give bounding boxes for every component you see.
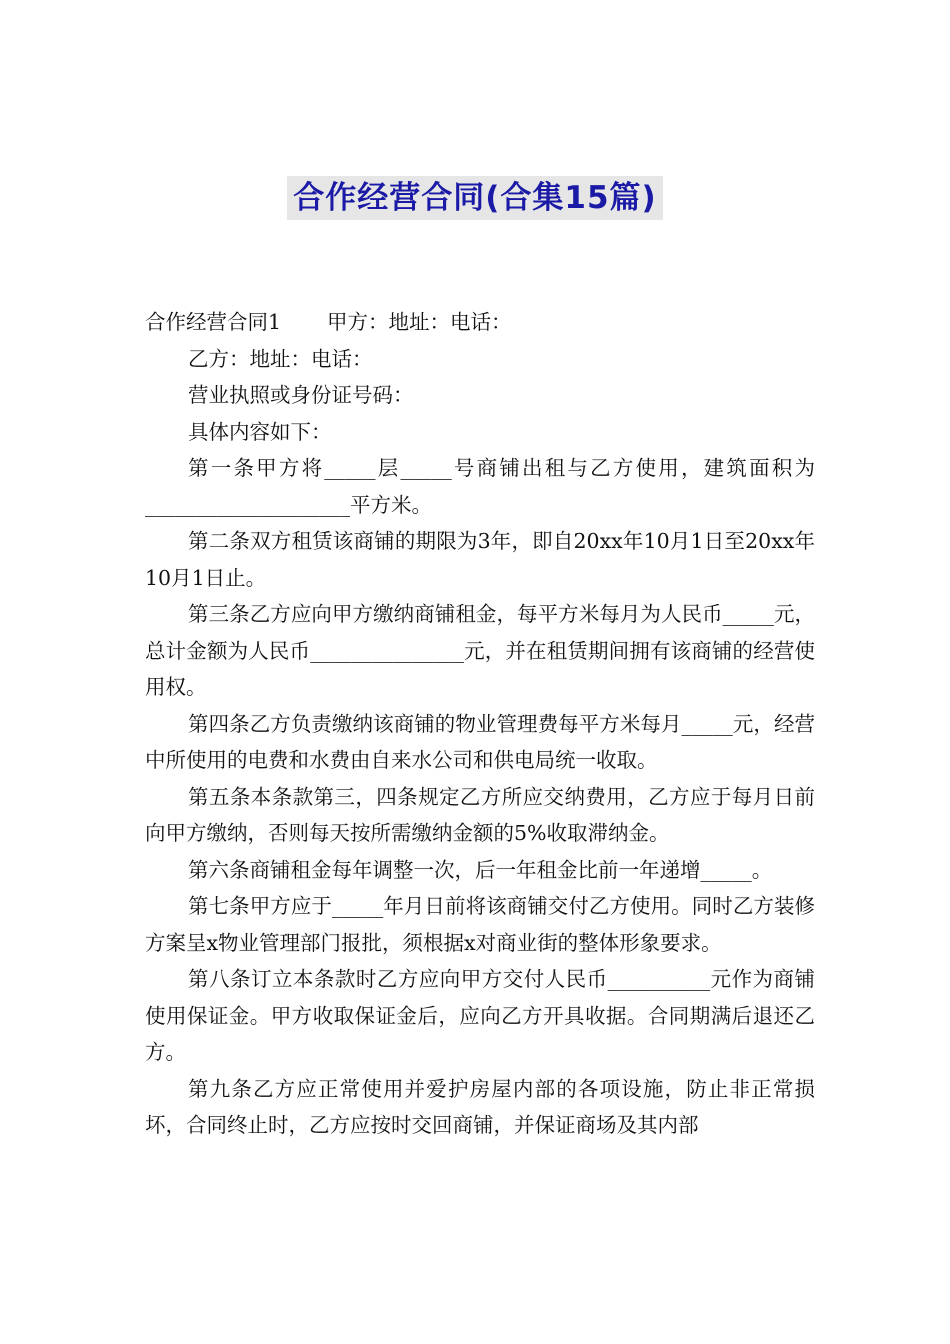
paragraph: 第四条乙方负责缴纳该商铺的物业管理费每平方米每月_____元，经营中所使用的电费和水费由自来水公司和供电局统一收取。 — [145, 711, 815, 772]
party-a-line: 甲方：地址：电话： — [327, 310, 512, 334]
paragraph: 第一条甲方将_____层_____号商铺出租与乙方使用，建筑面积为____________________平方米。 — [145, 456, 815, 517]
document-title: 合作经营合同(合集15篇) — [287, 176, 662, 220]
paragraph: 第六条商铺租金每年调整一次，后一年租金比前一年递增_____。 — [188, 857, 773, 882]
paragraph: 第二条双方租赁该商铺的期限为3年，即自20xx年10月1日至20xx年10月1日止。 — [145, 529, 815, 590]
document-body — [145, 304, 815, 1144]
first-line — [145, 304, 815, 341]
paragraph: 第九条乙方应正常使用并爱护房屋内部的各项设施，防止非正常损坏，合同终止时，乙方应按时交回商铺，并保证商场及其内部 — [145, 1076, 815, 1137]
paragraph: 乙方：地址：电话： — [188, 346, 373, 371]
paragraph: 第七条甲方应于_____年月日前将该商铺交付乙方使用。同时乙方装修方案呈x物业管理部门报批，须根据x对商业街的整体形象要求。 — [145, 894, 815, 955]
paragraph: 第八条订立本条款时乙方应向甲方交付人民币__________元作为商铺使用保证金。甲方收取保证金后，应向乙方开具收据。合同期满后退还乙方。 — [145, 967, 815, 1064]
title-container — [0, 176, 950, 220]
paragraph: 第三条乙方应向甲方缴纳商铺租金，每平方米每月为人民币_____元，总计金额为人民币_______________元，并在租赁期间拥有该商铺的经营使用权。 — [145, 602, 815, 699]
heading-label: 合作经营合同1 — [145, 310, 282, 334]
paragraph: 营业执照或身份证号码： — [188, 383, 414, 407]
paragraph: 具体内容如下： — [188, 419, 332, 444]
paragraph: 第五条本条款第三，四条规定乙方所应交纳费用，乙方应于每月日前向甲方缴纳，否则每天按所需缴纳金额的5%收取滞纳金。 — [145, 784, 815, 845]
